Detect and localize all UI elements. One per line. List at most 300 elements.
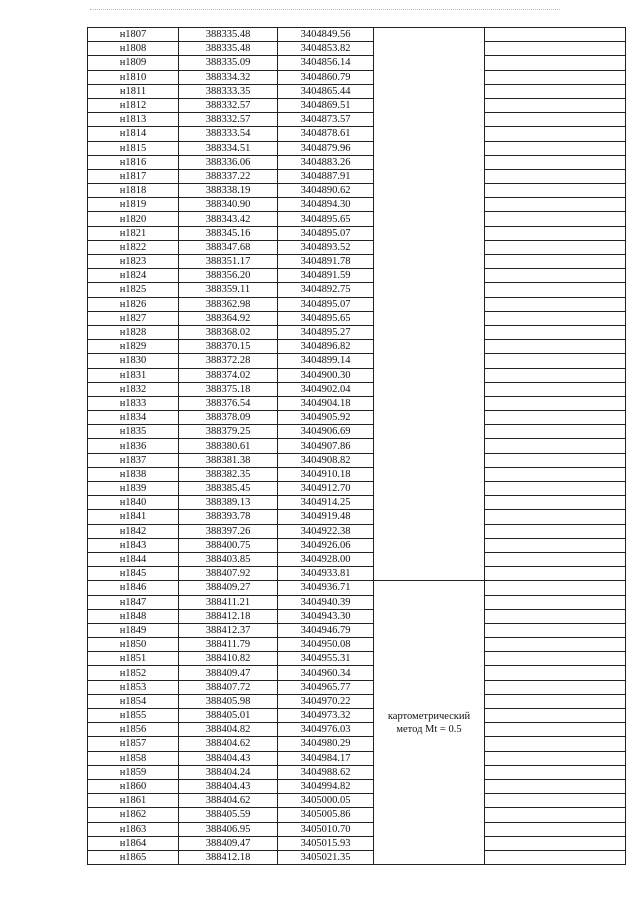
x-coordinate-cell: 388385.45 [179, 482, 278, 496]
y-coordinate-cell: 3404853.82 [278, 42, 374, 56]
note-cell [485, 240, 626, 254]
point-id-cell: н1847 [88, 595, 179, 609]
table-row [88, 113, 626, 127]
y-coordinate-cell: 3404892.75 [278, 283, 374, 297]
note-cell [485, 56, 626, 70]
y-coordinate-cell: 3404891.78 [278, 255, 374, 269]
note-cell [485, 808, 626, 822]
x-coordinate-cell: 388410.82 [179, 652, 278, 666]
x-coordinate-cell: 388336.06 [179, 155, 278, 169]
point-id-cell: н1822 [88, 240, 179, 254]
note-cell [485, 595, 626, 609]
table-row [88, 751, 626, 765]
x-coordinate-cell: 388364.92 [179, 311, 278, 325]
point-id-cell: н1852 [88, 666, 179, 680]
y-coordinate-cell: 3404905.92 [278, 411, 374, 425]
point-id-cell: н1845 [88, 567, 179, 581]
point-id-cell: н1863 [88, 822, 179, 836]
x-coordinate-cell: 388335.09 [179, 56, 278, 70]
x-coordinate-cell: 388332.57 [179, 113, 278, 127]
table-row [88, 623, 626, 637]
table-row [88, 297, 626, 311]
table-row [88, 510, 626, 524]
point-id-cell: н1821 [88, 226, 179, 240]
table-row [88, 283, 626, 297]
x-coordinate-cell: 388407.92 [179, 567, 278, 581]
y-coordinate-cell: 3404943.30 [278, 609, 374, 623]
note-cell [485, 836, 626, 850]
note-cell [485, 765, 626, 779]
note-cell [485, 84, 626, 98]
x-coordinate-cell: 388333.35 [179, 84, 278, 98]
point-id-cell: н1843 [88, 538, 179, 552]
note-cell [485, 127, 626, 141]
point-id-cell: н1841 [88, 510, 179, 524]
point-id-cell: н1856 [88, 723, 179, 737]
y-coordinate-cell: 3404946.79 [278, 623, 374, 637]
y-coordinate-cell: 3404895.07 [278, 297, 374, 311]
table-row [88, 70, 626, 84]
y-coordinate-cell: 3404988.62 [278, 765, 374, 779]
note-cell [485, 297, 626, 311]
note-cell [485, 325, 626, 339]
x-coordinate-cell: 388381.38 [179, 453, 278, 467]
y-coordinate-cell: 3404896.82 [278, 340, 374, 354]
table-row [88, 822, 626, 836]
table-row [88, 765, 626, 779]
table-row [88, 425, 626, 439]
x-coordinate-cell: 388404.62 [179, 794, 278, 808]
table-row [88, 42, 626, 56]
table-row [88, 240, 626, 254]
note-cell [485, 411, 626, 425]
table-row [88, 98, 626, 112]
table-row [88, 524, 626, 538]
table-row [88, 779, 626, 793]
x-coordinate-cell: 388334.51 [179, 141, 278, 155]
table-row [88, 680, 626, 694]
note-cell [485, 850, 626, 864]
x-coordinate-cell: 388376.54 [179, 396, 278, 410]
point-id-cell: н1855 [88, 709, 179, 723]
y-coordinate-cell: 3405005.86 [278, 808, 374, 822]
table-row [88, 354, 626, 368]
x-coordinate-cell: 388409.47 [179, 836, 278, 850]
scan-header-noise [90, 9, 560, 14]
x-coordinate-cell: 388404.43 [179, 779, 278, 793]
table-row [88, 396, 626, 410]
table-row [88, 198, 626, 212]
note-cell [485, 609, 626, 623]
point-id-cell: н1834 [88, 411, 179, 425]
note-cell [485, 42, 626, 56]
note-cell [485, 709, 626, 723]
x-coordinate-cell: 388411.21 [179, 595, 278, 609]
table-row [88, 226, 626, 240]
table-row [88, 652, 626, 666]
point-id-cell: н1854 [88, 694, 179, 708]
y-coordinate-cell: 3404887.91 [278, 169, 374, 183]
x-coordinate-cell: 388370.15 [179, 340, 278, 354]
y-coordinate-cell: 3404849.56 [278, 28, 374, 42]
table-row [88, 567, 626, 581]
point-id-cell: н1809 [88, 56, 179, 70]
x-coordinate-cell: 388375.18 [179, 382, 278, 396]
note-cell [485, 822, 626, 836]
x-coordinate-cell: 388405.01 [179, 709, 278, 723]
x-coordinate-cell: 388412.18 [179, 850, 278, 864]
table-row [88, 382, 626, 396]
table-row [88, 28, 626, 42]
x-coordinate-cell: 388404.24 [179, 765, 278, 779]
note-cell [485, 723, 626, 737]
point-id-cell: н1824 [88, 269, 179, 283]
point-id-cell: н1830 [88, 354, 179, 368]
point-id-cell: н1842 [88, 524, 179, 538]
table-row [88, 155, 626, 169]
point-id-cell: н1858 [88, 751, 179, 765]
point-id-cell: н1833 [88, 396, 179, 410]
y-coordinate-cell: 3404950.08 [278, 638, 374, 652]
note-cell [485, 28, 626, 42]
note-cell [485, 269, 626, 283]
point-id-cell: н1831 [88, 368, 179, 382]
x-coordinate-cell: 388403.85 [179, 552, 278, 566]
y-coordinate-cell: 3404894.30 [278, 198, 374, 212]
table-row [88, 808, 626, 822]
note-cell [485, 425, 626, 439]
note-cell [485, 779, 626, 793]
point-id-cell: н1864 [88, 836, 179, 850]
x-coordinate-cell: 388372.28 [179, 354, 278, 368]
table-row [88, 850, 626, 864]
note-cell [485, 453, 626, 467]
y-coordinate-cell: 3404893.52 [278, 240, 374, 254]
point-id-cell: н1825 [88, 283, 179, 297]
y-coordinate-cell: 3404902.04 [278, 382, 374, 396]
y-coordinate-cell: 3404928.00 [278, 552, 374, 566]
point-id-cell: н1860 [88, 779, 179, 793]
y-coordinate-cell: 3404965.77 [278, 680, 374, 694]
point-id-cell: н1818 [88, 184, 179, 198]
x-coordinate-cell: 388404.82 [179, 723, 278, 737]
note-cell [485, 396, 626, 410]
x-coordinate-cell: 388400.75 [179, 538, 278, 552]
note-cell [485, 623, 626, 637]
point-id-cell: н1839 [88, 482, 179, 496]
note-cell [485, 467, 626, 481]
table-row [88, 184, 626, 198]
note-cell [485, 255, 626, 269]
x-coordinate-cell: 388411.79 [179, 638, 278, 652]
x-coordinate-cell: 388404.43 [179, 751, 278, 765]
point-id-cell: н1837 [88, 453, 179, 467]
x-coordinate-cell: 388359.11 [179, 283, 278, 297]
x-coordinate-cell: 388397.26 [179, 524, 278, 538]
y-coordinate-cell: 3404883.26 [278, 155, 374, 169]
point-id-cell: н1836 [88, 439, 179, 453]
table-row [88, 581, 626, 595]
note-cell [485, 141, 626, 155]
x-coordinate-cell: 388409.27 [179, 581, 278, 595]
method-cell: картометрический метод Mt = 0.5 [374, 581, 485, 865]
y-coordinate-cell: 3405010.70 [278, 822, 374, 836]
y-coordinate-cell: 3404878.61 [278, 127, 374, 141]
point-id-cell: н1815 [88, 141, 179, 155]
y-coordinate-cell: 3404908.82 [278, 453, 374, 467]
y-coordinate-cell: 3404970.22 [278, 694, 374, 708]
table-row [88, 467, 626, 481]
note-cell [485, 340, 626, 354]
note-cell [485, 98, 626, 112]
table-row [88, 439, 626, 453]
y-coordinate-cell: 3405021.35 [278, 850, 374, 864]
table-row [88, 666, 626, 680]
point-id-cell: н1808 [88, 42, 179, 56]
point-id-cell: н1827 [88, 311, 179, 325]
point-id-cell: н1850 [88, 638, 179, 652]
y-coordinate-cell: 3404895.65 [278, 311, 374, 325]
x-coordinate-cell: 388335.48 [179, 28, 278, 42]
table-row [88, 212, 626, 226]
point-id-cell: н1838 [88, 467, 179, 481]
point-id-cell: н1811 [88, 84, 179, 98]
table-row [88, 709, 626, 723]
x-coordinate-cell: 388332.57 [179, 98, 278, 112]
x-coordinate-cell: 388334.32 [179, 70, 278, 84]
table-row [88, 694, 626, 708]
point-id-cell: н1851 [88, 652, 179, 666]
y-coordinate-cell: 3405015.93 [278, 836, 374, 850]
x-coordinate-cell: 388351.17 [179, 255, 278, 269]
y-coordinate-cell: 3405000.05 [278, 794, 374, 808]
note-cell [485, 283, 626, 297]
y-coordinate-cell: 3404873.57 [278, 113, 374, 127]
point-id-cell: н1857 [88, 737, 179, 751]
y-coordinate-cell: 3404919.48 [278, 510, 374, 524]
note-cell [485, 212, 626, 226]
table-row [88, 169, 626, 183]
x-coordinate-cell: 388407.72 [179, 680, 278, 694]
x-coordinate-cell: 388409.47 [179, 666, 278, 680]
y-coordinate-cell: 3404895.27 [278, 325, 374, 339]
note-cell [485, 510, 626, 524]
x-coordinate-cell: 388404.62 [179, 737, 278, 751]
y-coordinate-cell: 3404912.70 [278, 482, 374, 496]
point-id-cell: н1835 [88, 425, 179, 439]
table-row [88, 127, 626, 141]
note-cell [485, 751, 626, 765]
point-id-cell: н1861 [88, 794, 179, 808]
note-cell [485, 552, 626, 566]
y-coordinate-cell: 3404904.18 [278, 396, 374, 410]
table-row [88, 325, 626, 339]
note-cell [485, 666, 626, 680]
point-id-cell: н1848 [88, 609, 179, 623]
x-coordinate-cell: 388347.68 [179, 240, 278, 254]
x-coordinate-cell: 388368.02 [179, 325, 278, 339]
note-cell [485, 652, 626, 666]
table-row [88, 723, 626, 737]
coordinates-table [87, 27, 626, 865]
point-id-cell: н1865 [88, 850, 179, 864]
x-coordinate-cell: 388337.22 [179, 169, 278, 183]
point-id-cell: н1846 [88, 581, 179, 595]
y-coordinate-cell: 3404895.65 [278, 212, 374, 226]
note-cell [485, 70, 626, 84]
x-coordinate-cell: 388405.98 [179, 694, 278, 708]
table-row [88, 737, 626, 751]
y-coordinate-cell: 3404895.07 [278, 226, 374, 240]
y-coordinate-cell: 3404856.14 [278, 56, 374, 70]
point-id-cell: н1816 [88, 155, 179, 169]
note-cell [485, 113, 626, 127]
x-coordinate-cell: 388382.35 [179, 467, 278, 481]
x-coordinate-cell: 388412.37 [179, 623, 278, 637]
table-row [88, 368, 626, 382]
point-id-cell: н1840 [88, 496, 179, 510]
y-coordinate-cell: 3404922.38 [278, 524, 374, 538]
y-coordinate-cell: 3404960.34 [278, 666, 374, 680]
y-coordinate-cell: 3404907.86 [278, 439, 374, 453]
table-row [88, 269, 626, 283]
note-cell [485, 794, 626, 808]
point-id-cell: н1853 [88, 680, 179, 694]
point-id-cell: н1826 [88, 297, 179, 311]
x-coordinate-cell: 388338.19 [179, 184, 278, 198]
point-id-cell: н1807 [88, 28, 179, 42]
x-coordinate-cell: 388343.42 [179, 212, 278, 226]
note-cell [485, 567, 626, 581]
point-id-cell: н1814 [88, 127, 179, 141]
note-cell [485, 638, 626, 652]
table-row [88, 255, 626, 269]
point-id-cell: н1812 [88, 98, 179, 112]
note-cell [485, 198, 626, 212]
y-coordinate-cell: 3404914.25 [278, 496, 374, 510]
y-coordinate-cell: 3404980.29 [278, 737, 374, 751]
point-id-cell: н1844 [88, 552, 179, 566]
note-cell [485, 737, 626, 751]
x-coordinate-cell: 388333.54 [179, 127, 278, 141]
point-id-cell: н1829 [88, 340, 179, 354]
table-row [88, 552, 626, 566]
x-coordinate-cell: 388406.95 [179, 822, 278, 836]
table-row [88, 482, 626, 496]
x-coordinate-cell: 388362.98 [179, 297, 278, 311]
y-coordinate-cell: 3404906.69 [278, 425, 374, 439]
table-row [88, 340, 626, 354]
point-id-cell: н1832 [88, 382, 179, 396]
y-coordinate-cell: 3404860.79 [278, 70, 374, 84]
note-cell [485, 155, 626, 169]
x-coordinate-cell: 388356.20 [179, 269, 278, 283]
table-row [88, 496, 626, 510]
y-coordinate-cell: 3404890.62 [278, 184, 374, 198]
note-cell [485, 354, 626, 368]
table-row [88, 141, 626, 155]
note-cell [485, 538, 626, 552]
point-id-cell: н1819 [88, 198, 179, 212]
y-coordinate-cell: 3404910.18 [278, 467, 374, 481]
x-coordinate-cell: 388378.09 [179, 411, 278, 425]
note-cell [485, 226, 626, 240]
y-coordinate-cell: 3404994.82 [278, 779, 374, 793]
point-id-cell: н1828 [88, 325, 179, 339]
y-coordinate-cell: 3404879.96 [278, 141, 374, 155]
y-coordinate-cell: 3404926.06 [278, 538, 374, 552]
x-coordinate-cell: 388405.59 [179, 808, 278, 822]
note-cell [485, 382, 626, 396]
y-coordinate-cell: 3404973.32 [278, 709, 374, 723]
table-row [88, 595, 626, 609]
point-id-cell: н1817 [88, 169, 179, 183]
y-coordinate-cell: 3404936.71 [278, 581, 374, 595]
table-row [88, 411, 626, 425]
point-id-cell: н1859 [88, 765, 179, 779]
x-coordinate-cell: 388393.78 [179, 510, 278, 524]
table-row [88, 56, 626, 70]
note-cell [485, 311, 626, 325]
y-coordinate-cell: 3404899.14 [278, 354, 374, 368]
point-id-cell: н1823 [88, 255, 179, 269]
note-cell [485, 524, 626, 538]
note-cell [485, 482, 626, 496]
table-row [88, 609, 626, 623]
note-cell [485, 439, 626, 453]
note-cell [485, 169, 626, 183]
table-row [88, 638, 626, 652]
point-id-cell: н1862 [88, 808, 179, 822]
x-coordinate-cell: 388335.48 [179, 42, 278, 56]
x-coordinate-cell: 388380.61 [179, 439, 278, 453]
table-row [88, 836, 626, 850]
y-coordinate-cell: 3404865.44 [278, 84, 374, 98]
x-coordinate-cell: 388345.16 [179, 226, 278, 240]
y-coordinate-cell: 3404984.17 [278, 751, 374, 765]
y-coordinate-cell: 3404955.31 [278, 652, 374, 666]
table-row [88, 84, 626, 98]
note-cell [485, 694, 626, 708]
y-coordinate-cell: 3404976.03 [278, 723, 374, 737]
x-coordinate-cell: 388374.02 [179, 368, 278, 382]
x-coordinate-cell: 388340.90 [179, 198, 278, 212]
y-coordinate-cell: 3404933.81 [278, 567, 374, 581]
table-row [88, 538, 626, 552]
y-coordinate-cell: 3404891.59 [278, 269, 374, 283]
x-coordinate-cell: 388389.13 [179, 496, 278, 510]
note-cell [485, 581, 626, 595]
y-coordinate-cell: 3404940.39 [278, 595, 374, 609]
method-cell-empty [374, 28, 485, 581]
coordinates-table-body [88, 28, 626, 865]
table-row [88, 794, 626, 808]
point-id-cell: н1849 [88, 623, 179, 637]
x-coordinate-cell: 388412.18 [179, 609, 278, 623]
point-id-cell: н1813 [88, 113, 179, 127]
y-coordinate-cell: 3404900.30 [278, 368, 374, 382]
note-cell [485, 680, 626, 694]
note-cell [485, 496, 626, 510]
point-id-cell: н1810 [88, 70, 179, 84]
note-cell [485, 368, 626, 382]
x-coordinate-cell: 388379.25 [179, 425, 278, 439]
point-id-cell: н1820 [88, 212, 179, 226]
table-row [88, 311, 626, 325]
table-row [88, 453, 626, 467]
y-coordinate-cell: 3404869.51 [278, 98, 374, 112]
note-cell [485, 184, 626, 198]
